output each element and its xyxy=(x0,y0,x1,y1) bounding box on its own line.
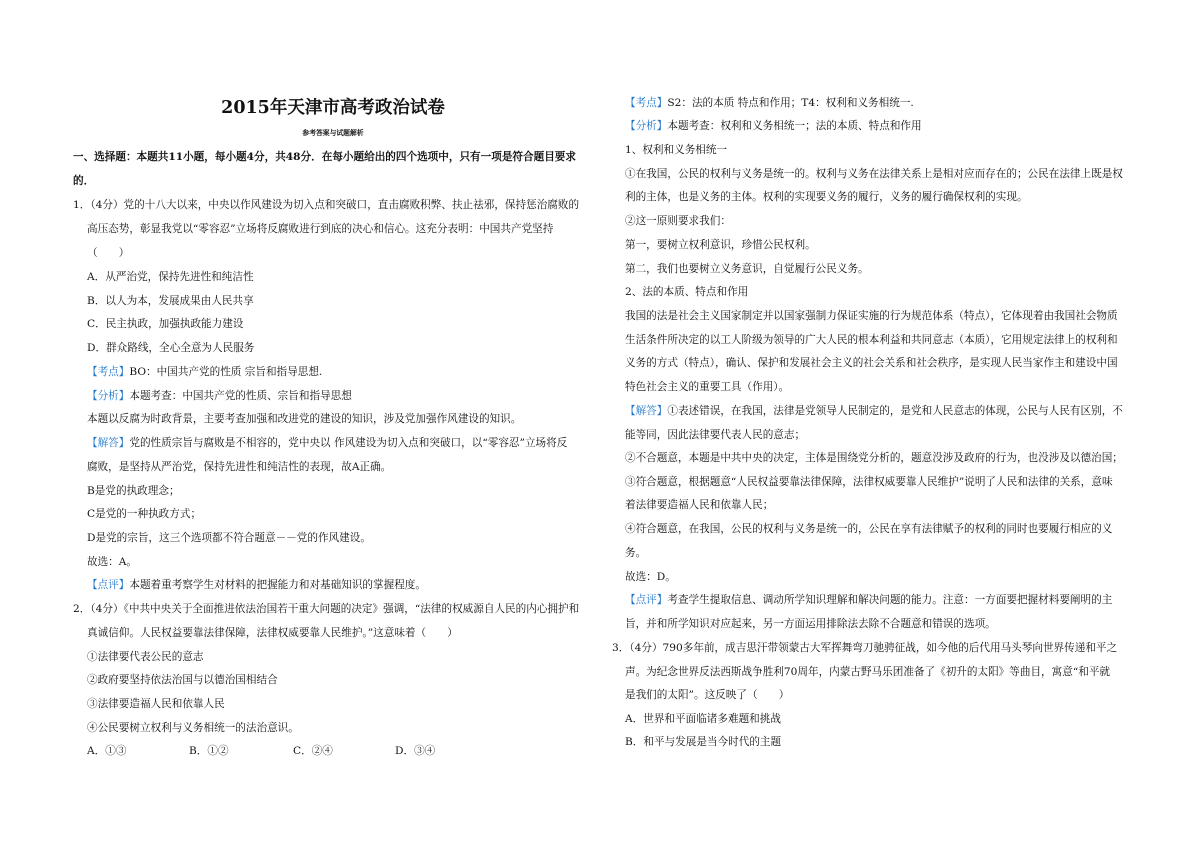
dianping-tag: 【点评】 xyxy=(625,594,668,606)
analysis-p8: 我国的法是社会主义国家制定并以国家强制力保证实施的行为规范体系（特点），它体现着由我国社会物质 xyxy=(625,310,1118,322)
q2-fenxi: 【分析】本题考查：权利和义务相统一；法的本质、特点和作用 xyxy=(625,120,922,132)
q2-jieda-line4: ③符合题意，根据题意“人民权益要靠法律保障，法律权威要靠人民维护”说明了人民和法律的关系，意味 xyxy=(625,476,1113,488)
q2-jieda-line7: 务。 xyxy=(625,547,647,559)
analysis-p7: 2、法的本质、特点和作用 xyxy=(625,286,749,298)
analysis-p9: 生活条件所决定的以工人阶级为领导的广大人民的根本利益和共同意志（本质），它用规定法律上的权利和 xyxy=(625,334,1118,346)
q3-stem-line2: 声。为纪念世界反法西斯战争胜利70周年，内蒙古野马乐团准备了《初升的太阳》等曲目，寓意“和平就 xyxy=(625,666,1111,678)
q3-stem-line3: 是我们的太阳”。这反映了（ ） xyxy=(625,689,790,701)
q1-kaodian: 【考点】BO：中国共产党的性质 宗旨和指导思想. xyxy=(87,366,323,378)
q1-stem-line1: 1．（4分）党的十八大以来，中央以作风建设为切入点和突破口，直击腐败积弊、扶止祛邪，保持惩治腐败的 xyxy=(73,199,580,211)
q2-option-c: C．②④ xyxy=(293,745,333,757)
q1-jieda-line4: C是党的一种执政方式； xyxy=(87,508,202,520)
q2-options xyxy=(73,740,593,764)
q1-option-a: A．从严治党，保持先进性和纯洁性 xyxy=(87,271,254,283)
q1-dianping: 【点评】本题着重考察学生对材料的把握能力和对基础知识的掌握程度。 xyxy=(87,579,426,591)
q2-item-4: ④公民要树立权利与义务相统一的法治意识。 xyxy=(87,722,299,734)
q2-jieda-line5: 着法律要造福人民和依靠人民； xyxy=(625,499,774,511)
q1-option-c: C．民主执政，加强执政能力建设 xyxy=(87,318,244,330)
q2-answer: 故选：D。 xyxy=(625,571,676,583)
q2-item-2: ②政府要坚持依法治国与以德治国相结合 xyxy=(87,674,278,686)
section-heading-line1: 一、选择题：本题共11小题，每小题4分，共48分．在每小题给出的四个选项中，只有一项是符合题目要求 xyxy=(73,151,576,163)
q2-kaodian: 【考点】S2：法的本质 特点和作用；T4：权利和义务相统一. xyxy=(625,97,914,109)
kaodian-tag: 【考点】 xyxy=(87,366,130,378)
analysis-p5: 第一，要树立权利意识，珍惜公民权利。 xyxy=(625,239,816,251)
q1-jieda-line5: D是党的宗旨，这三个选项都不符合题意－－党的作风建设。 xyxy=(87,532,371,544)
q1-jieda-line2: 腐败，是坚持从严治党，保持先进性和纯洁性的表现，故A正确。 xyxy=(87,461,392,473)
exam-subtitle: 参考答案与试题解析 xyxy=(302,129,364,137)
q2-option-b: B．①② xyxy=(189,745,229,757)
analysis-p6: 第二，我们也要树立义务意识，自觉履行公民义务。 xyxy=(625,263,869,275)
analysis-p4: ②这一原则要求我们： xyxy=(625,215,731,227)
analysis-p1: 1、权利和义务相统一 xyxy=(625,144,728,156)
dianping-tag: 【点评】 xyxy=(87,579,130,591)
q1-fenxi-line2: 本题以反腐为时政背景，主要考查加强和改进党的建设的知识，涉及党加强作风建设的知识。 xyxy=(87,413,522,425)
q1-fenxi: 【分析】本题考查：中国共产党的性质、宗旨和指导思想 xyxy=(87,390,352,402)
kaodian-tag: 【考点】 xyxy=(625,97,668,109)
q2-jieda-line6: ④符合题意，在我国，公民的权利与义务是统一的，公民在享有法律赋予的权利的同时也要履行相应的义 xyxy=(625,523,1113,535)
q2-dianping: 【点评】考查学生提取信息、调动所学知识理解和解决问题的能力。注意：一方面要把握材料要阐明的主 xyxy=(625,594,1113,606)
exam-title: 2015年天津市高考政治试卷 xyxy=(221,98,445,118)
jieda-tag: 【解答】 xyxy=(87,437,130,449)
analysis-p3: 利的主体，也是义务的主体。权利的实现要义务的履行，义务的履行确保权利的实现。 xyxy=(625,191,1028,203)
q1-stem-line2: 高压态势，彰显我党以“零容忍”立场将反腐败进行到底的决心和信心。这充分表明：中国共产党坚持 xyxy=(87,223,554,235)
q3-stem-line1: 3．（4分）790多年前，成吉思汗带领蒙古大军挥舞弯刀驰骋征战，如今他的后代用马头琴向世界传递和平之 xyxy=(612,642,1118,654)
analysis-p10: 义务的方式（特点），确认、保护和发展社会主义的社会关系和社会秩序，是实现人民当家作主和建设中国 xyxy=(625,357,1118,369)
q1-stem-line3: （ ） xyxy=(87,247,130,259)
q2-jieda-line2: 能等同，因此法律要代表人民的意志； xyxy=(625,429,806,441)
q1-jieda: 【解答】党的性质宗旨与腐败是不相容的，党中央以 作风建设为切入点和突破口，以“零容忍”立场将反 xyxy=(87,437,568,449)
q1-option-d: D．群众路线，全心全意为人民服务 xyxy=(87,342,255,354)
q2-option-a: A．①③ xyxy=(87,745,127,757)
q2-jieda: 【解答】①表述错误，在我国，法律是党领导人民制定的，是党和人民意志的体现，公民与人民有区别，不 xyxy=(625,405,1123,417)
q1-jieda-line3: B是党的执政理念； xyxy=(87,485,180,497)
q3-option-a: A．世界和平面临诸多难题和挑战 xyxy=(625,713,781,725)
q2-stem-line1: 2．（4分）《中共中央关于全面推进依法治国若干重大问题的决定》强调，“法律的权威源自人民的内心拥护和 xyxy=(73,603,580,615)
q2-dianping-line2: 旨，并和所学知识对应起来，另一方面运用排除法去除不合题意和错误的选项。 xyxy=(625,618,996,630)
q2-item-3: ③法律要造福人民和依靠人民 xyxy=(87,698,225,710)
analysis-p2: ①在我国，公民的权利与义务是统一的。权利与义务在法律关系上是相对应而存在的；公民在法律上既是权 xyxy=(625,168,1123,180)
q2-item-1: ①法律要代表公民的意志 xyxy=(87,651,204,663)
jieda-tag: 【解答】 xyxy=(625,405,668,417)
fenxi-tag: 【分析】 xyxy=(87,390,130,402)
q2-jieda-line3: ②不合题意，本题是中共中央的决定，主体是围绕党分析的，题意没涉及政府的行为，也没涉及以德治国； xyxy=(625,452,1123,464)
analysis-p11: 特色社会主义的重要工具（作用）。 xyxy=(625,381,790,393)
q1-option-b: B．以人为本，发展成果由人民共享 xyxy=(87,295,254,307)
q2-stem-line2: 真诚信仰。人民权益要靠法律保障，法律权威要靠人民维护。”这意味着（ ） xyxy=(87,627,458,639)
q3-option-b: B．和平与发展是当今时代的主题 xyxy=(625,736,782,748)
fenxi-tag: 【分析】 xyxy=(625,120,668,132)
section-heading-line2: 的． xyxy=(73,175,95,187)
q2-option-d: D．③④ xyxy=(395,745,436,757)
q1-answer: 故选：A。 xyxy=(87,556,138,568)
